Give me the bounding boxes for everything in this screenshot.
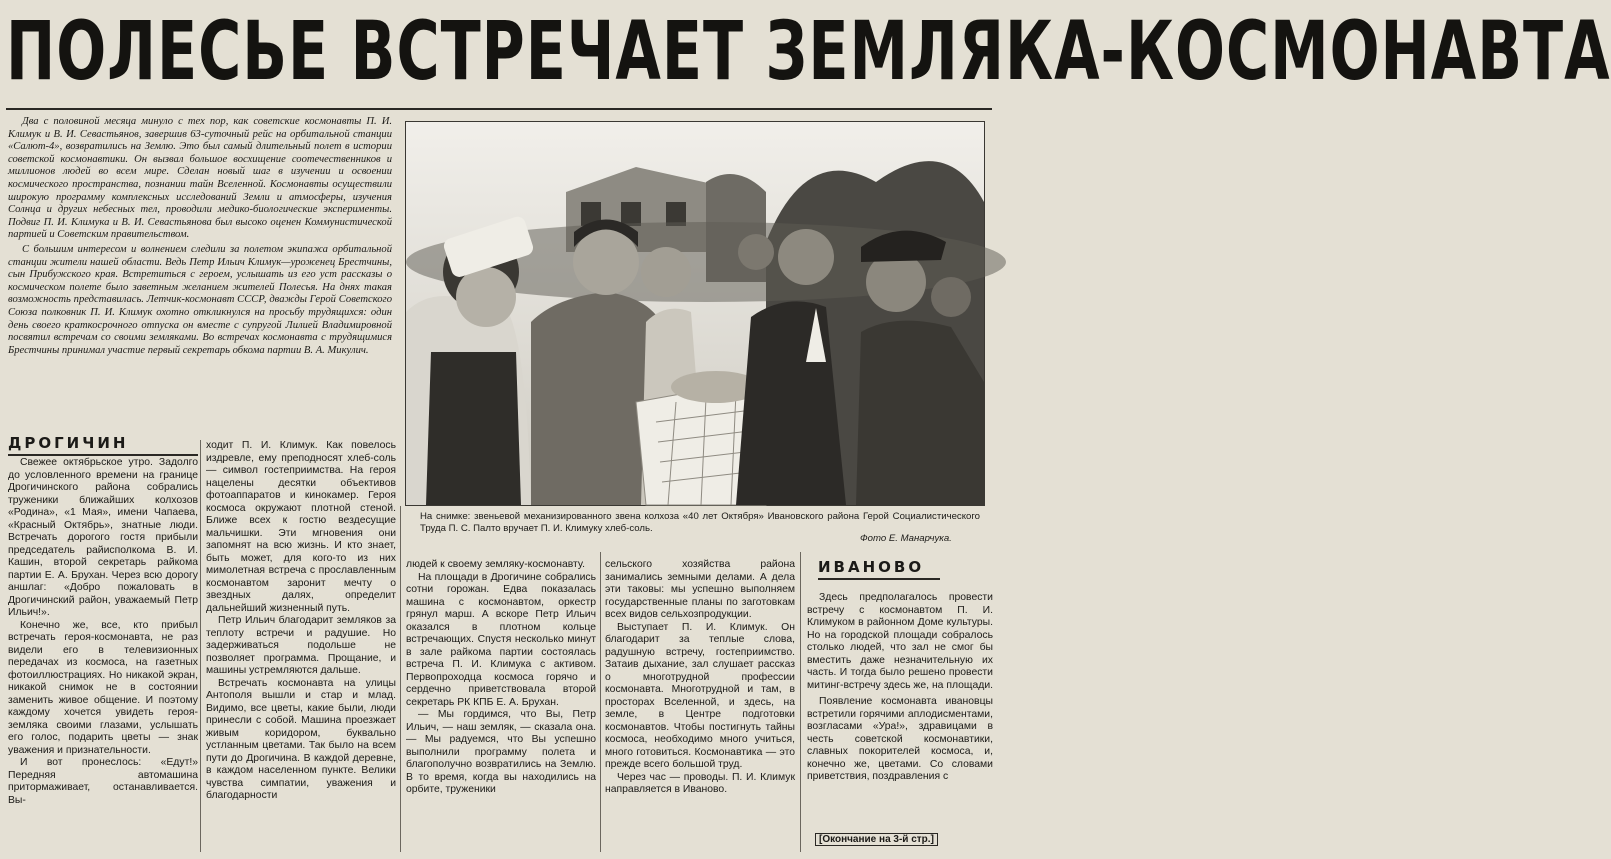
- photo-caption: На снимке: звеньевой механизированного звена колхоза «40 лет Октября» Ивановского района Герой Социалистического Труда П. С. Палто вручает П. И. Климуку хлеб-соль.: [420, 511, 980, 534]
- intro-lead: [8, 116, 392, 357]
- ivanovo-column: [807, 592, 993, 784]
- article-paragraph: людей к своему земляку-космонавту.: [406, 559, 585, 570]
- photo-credit: Фото Е. Манарчука.: [860, 533, 952, 544]
- drogichin-column-3: [406, 559, 596, 797]
- intro-paragraph: С большим интересом и волнением следили за полетом экипажа орбитальной станции жители нашей области. Ведь Петр Ильич Климук—уроженец Брестчины, сын Прибужского края. Встретиться с героем, услышать из его уст рассказы о космическом полете было заветным желанием жителей Полесья. На днях такая возможность представилась. Летчик-космонавт СССР, дважды Герой Советского Союза полковник П. И. Климук охотно откликнулся на просьбу трудящихся: один день своего краткосрочного отпуска он вместе с супругой Лилией Владимировной посвятил встречам со своими земляками. Во встречах космонавта с трудящимися Брестчины принимал участие первый секретарь обкома партии В. А. Микулич.: [8, 243, 392, 356]
- headline-rule: [6, 108, 992, 110]
- section-title-drogichin: ДРОГИЧИН: [8, 434, 198, 456]
- article-paragraph: сельского хозяйства района занимались земными делами. А дела эти таковы: мы успешно выполняем государственные планы по заготовкам всех видов сельхозпродукции.: [605, 559, 795, 620]
- article-paragraph: Встречать космонавта на улицы Антополя вышли и стар и млад. Видимо, все цветы, какие были, люди принесли с собой. Машина проезжает живым коридором, буквально устланным цветами. Так было на всем пути до Дрогичина. В каждой деревне, в каждом населенном пункте. Велики чувства симпатии, уважения и благодарности: [206, 677, 396, 801]
- column-divider: [200, 440, 201, 852]
- article-paragraph: Выступает П. И. Климук. Он благодарит за теплые слова, радушную встречу, гостеприимство. Затаив дыхание, зал слушает рассказ о многотрудной профессии космонавта. Многотрудной и там, в просторах Вселенной, и здесь, на земле, в Центре подготовки космонавтов. Чтобы постигнуть тайны космоса, необходимо много учиться, много готовиться. Космонавтика — это прежде всего большой труд.: [605, 621, 795, 770]
- article-paragraph: Через час — проводы. П. И. Климук направляется в Иваново.: [605, 771, 795, 795]
- article-paragraph: Здесь предполагалось провести встречу с космонавтом П. И. Климуком в районном Доме культуры. Но на городской площади собралось столько людей, что зал не смог бы вместить даже незначительную их часть. И тогда было решено провести митинг-встречу здесь же, на площади.: [807, 592, 994, 691]
- drogichin-column-4: [605, 559, 795, 797]
- section-title-ivanovo: ИВАНОВО: [818, 558, 940, 580]
- article-paragraph: И вот пронеслось: «Едут!» Передняя автомашина притормаживает, останавливается. Вы-: [8, 757, 198, 806]
- continuation-note: [Окончание на 3-й стр.]: [815, 833, 938, 846]
- headline: ПОЛЕСЬЕ ВСТРЕЧАЕТ ЗЕМЛЯКА-КОСМОНАВТА: [6, 4, 1611, 100]
- column-divider: [400, 506, 401, 852]
- article-paragraph: Петр Ильич благодарит земляков за теплоту встречи и радушие. Но задерживаться подольше не позволяет программа. Прощание, и машины устремляются дальше.: [206, 615, 396, 676]
- news-photo: [405, 121, 985, 506]
- article-paragraph: Свежее октябрьское утро. Задолго до условленного времени на границе Дрогичинского района собрались труженики ближайших колхозов «Родина», «1 Мая», имени Чапаева, «Красный Октябрь», знатные люди. Встречать дорогого гостя прибыли председатель райисполкома В. И. Кашин, второй секретарь райкома партии Е. А. Брухан. Через всю дорогу аншлаг: «Добро пожаловать в Дрогичинский район, уважаемый Петр Ильич!».: [8, 457, 198, 618]
- drogichin-column-1: [8, 457, 198, 807]
- article-paragraph: Появление космонавта ивановцы встретили горячими аплодисментами, возгласами «Ура!», здравицами в честь советской космонавтики, славных покорителей космоса, и, конечно же, цветами. Со словами приветствия, поздравления с: [807, 696, 993, 782]
- drogichin-column-2: [206, 440, 396, 803]
- article-paragraph: Конечно же, все, кто прибыл встречать героя-космонавта, не раз видели его в телевизионных передачах из космоса, на газетных фотоиллюстрациях. Но никакой экран, никакой снимок не в состоянии заменить живое общение. И поэтому каждому хочется увидеть героя-земляка своими глазами, услышать его голос, подарить цветы — знак уважения и признательности.: [8, 619, 198, 756]
- article-paragraph: ходит П. И. Климук. Как повелось издревле, ему преподносят хлеб-соль — символ гостеприимства. На героя нацелены десятки объективов фотоаппаратов и кинокамер. Героя космоса окружают плотной стеной. Ближе всех к гостю вездесущие мальчишки. Эти мгновения они запомнят на всю жизнь. И кто знает, быть может, для кого-то из них мимолетная встреча с прославленным космонавтом заронит мечту о звездных далях, определит дальнейший жизненный путь.: [206, 440, 396, 614]
- intro-paragraph: Два с половиной месяца минуло с тех пор, как советские космонавты П. И. Климук и В. И. Севастьянов, завершив 63-суточный рейс на орбитальной станции «Салют-4», возвратились на Землю. Это был самый длительный полет в истории советской космонавтики. Он вызвал большое восхищение соотечественников и миллионов людей во всем мире. Сделан новый шаг в изучении и освоении космического пространства, познании тайн Вселенной. Космонавты осуществили широкую программу комплексных исследований Земли и атмосферы, изучения Солнца и других небесных тел, проводили медико-биологические эксперименты. Подвиг П. И. Климука и В. И. Севастьянова был высоко оценен Коммунистической партией и Советским правительством.: [8, 116, 392, 241]
- photo-image: [406, 122, 984, 505]
- article-paragraph: — Мы гордимся, что Вы, Петр Ильич, — наш земляк, — сказала она. — Мы радуемся, что Вы успешно выполнили программу полета и благополучно возвратились на Землю. В то время, когда вы находились на орбите, труженики: [406, 709, 596, 795]
- column-divider: [800, 552, 801, 852]
- article-paragraph: На площади в Дрогичине собрались сотни горожан. Едва показалась машина с космонавтом, оркестр грянул марш. А вскоре Петр Ильич оказался в плотном кольце встречающих. Спустя несколько минут в зале райкома партии состоялась встреча П. И. Климука с активом. Первопроходца космоса горячо и сердечно приветствовала второй секретарь РК КПБ Е. А. Брухан.: [406, 571, 596, 708]
- column-divider: [600, 552, 601, 852]
